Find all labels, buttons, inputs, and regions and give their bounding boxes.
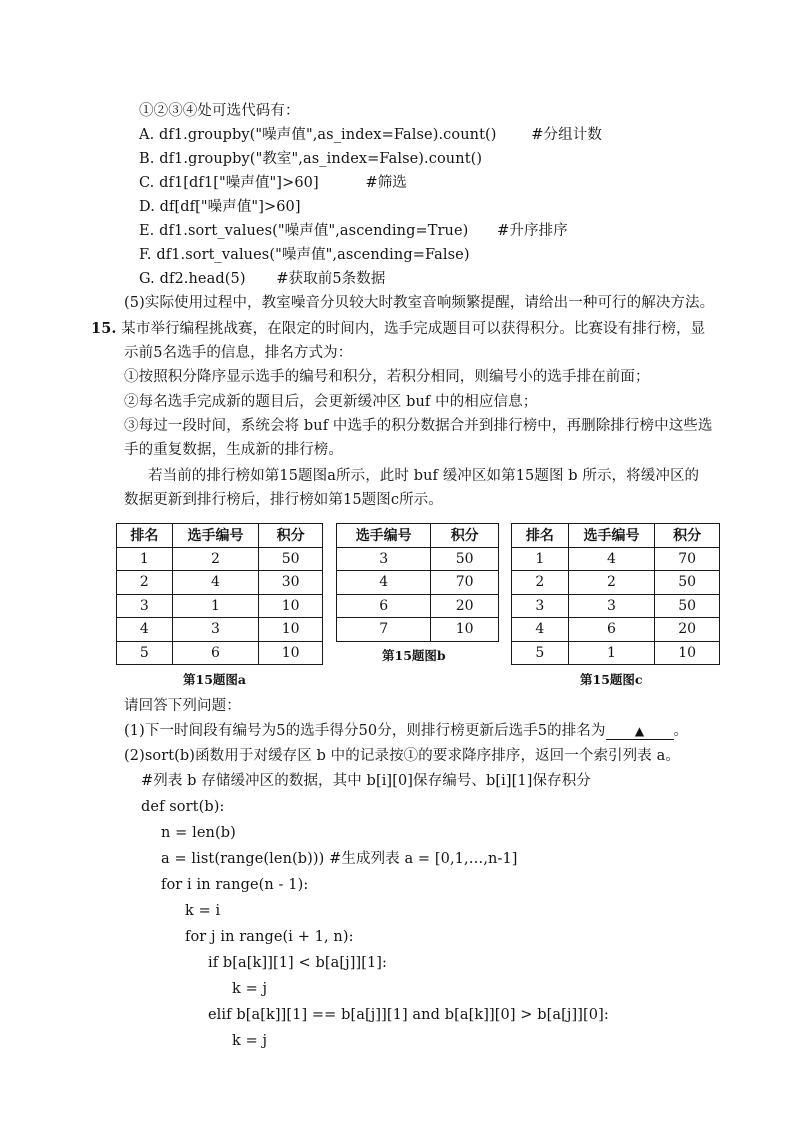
table-cell: 2: [512, 571, 569, 595]
option-comment: #分组计数: [531, 127, 602, 143]
table-cell: 4: [172, 571, 259, 595]
table-cell: 3: [172, 618, 259, 642]
table-cell: 10: [259, 594, 323, 618]
option-label: B.: [139, 151, 155, 167]
table-cell: 3: [117, 594, 173, 618]
table-row: [117, 571, 323, 595]
table-row: [117, 547, 323, 571]
code-line: elif b[a[k]][1] == b[a[j]][1] and b[a[k]][0] > b[a[j]][0]:: [208, 1007, 609, 1023]
sub-question-1-end: 。: [673, 723, 689, 739]
option-code: df1[df1["噪声值"]>60]: [159, 175, 319, 191]
table-header-row: [337, 524, 499, 548]
table-cell: 30: [259, 571, 323, 595]
option-f: [139, 245, 470, 265]
code-line: n = len(b): [161, 825, 236, 841]
table-cell: 10: [259, 618, 323, 642]
table-header-row: [117, 524, 323, 548]
table-c-caption: 第15题图c: [580, 672, 643, 687]
rule-3a: ③每过一段时间，系统会将 buf 中选手的积分数据合并到排行榜中，再删除排行榜中这些选: [124, 418, 713, 434]
table-header-row: [512, 524, 720, 548]
table-b-caption: 第15题图b: [382, 648, 446, 663]
table-cell: 10: [259, 641, 323, 665]
table-cell: 1: [172, 594, 259, 618]
table-cell: 3: [512, 594, 569, 618]
option-code: df2.head(5): [159, 271, 246, 287]
sub-question-1: [124, 721, 688, 741]
table-row: [512, 618, 720, 642]
table-row: [337, 571, 499, 595]
table-c: [511, 523, 720, 665]
code-line: k = j: [232, 981, 268, 997]
table-cell: 4: [337, 571, 431, 595]
table-a-caption: 第15题图a: [183, 672, 246, 687]
table-cell: 4: [568, 547, 655, 571]
table-cell: 1: [512, 547, 569, 571]
table-cell: 6: [337, 594, 431, 618]
option-label: A.: [139, 127, 155, 143]
question-15-intro-1: [91, 319, 705, 339]
option-label: G.: [139, 271, 155, 287]
table-cell: 2: [172, 547, 259, 571]
table-cell: 50: [259, 547, 323, 571]
table-row: [117, 594, 323, 618]
question-14-5: (5)实际使用过程中，教室噪音分贝较大时教室音响频繁提醒，请给出一种可行的解决方法。: [124, 295, 715, 311]
option-code: df1.groupby("教室",as_index=False).count(): [159, 151, 483, 167]
table-b: [336, 523, 499, 642]
code-line: k = i: [185, 903, 221, 919]
table-header: 积分: [431, 524, 499, 548]
table-cell: 3: [337, 547, 431, 571]
option-code: df1.sort_values("噪声值",ascending=True): [159, 223, 469, 239]
table-cell: 50: [655, 571, 720, 595]
answer-prompt: 请回答下列问题：: [124, 698, 241, 714]
table-row: [512, 571, 720, 595]
options-intro: ①②③④处可选代码有：: [139, 103, 300, 119]
table-row: [337, 547, 499, 571]
option-code: df[df["噪声值"]>60]: [159, 199, 301, 215]
option-label: D.: [139, 199, 155, 215]
table-row: [337, 594, 499, 618]
code-line: if b[a[k]][1] < b[a[j]][1]:: [208, 955, 388, 971]
table-row: [512, 547, 720, 571]
table-header: 选手编号: [337, 524, 431, 548]
table-header: 积分: [259, 524, 323, 548]
answer-blank[interactable]: ▲: [606, 723, 674, 740]
option-code: df1.sort_values("噪声值",ascending=False): [156, 247, 470, 263]
table-cell: 10: [655, 641, 720, 665]
code-line: for i in range(n - 1):: [161, 877, 309, 893]
code-line: for j in range(i + 1, n):: [185, 929, 354, 945]
question-intro-text: 某市举行编程挑战赛，在限定的时间内，选手完成题目可以获得积分。比赛设有排行榜，显: [121, 321, 706, 337]
table-row: [117, 618, 323, 642]
table-row: [512, 641, 720, 665]
table-cell: 5: [512, 641, 569, 665]
table-cell: 50: [431, 547, 499, 571]
table-cell: 50: [655, 594, 720, 618]
option-b: [139, 149, 482, 169]
table-cell: 2: [117, 571, 173, 595]
question-15-intro-2: 示前5名选手的信息，排名方式为：: [124, 345, 353, 361]
description-2: 数据更新到排行榜后，排行榜如第15题图c所示。: [124, 492, 443, 508]
table-header: 积分: [655, 524, 720, 548]
table-header: 排名: [512, 524, 569, 548]
table-cell: 1: [117, 547, 173, 571]
option-code: df1.groupby("噪声值",as_index=False).count(): [159, 127, 497, 143]
option-c: [139, 173, 407, 193]
table-header: 排名: [117, 524, 173, 548]
code-line: a = list(range(len(b))) #生成列表 a = [0,1,…,n-1]: [161, 851, 518, 867]
option-label: E.: [139, 223, 155, 239]
table-a: [116, 523, 323, 665]
option-comment: #升序排序: [497, 223, 568, 239]
code-line: def sort(b):: [141, 799, 225, 815]
table-cell: 70: [431, 571, 499, 595]
table-cell: 20: [655, 618, 720, 642]
option-label: F.: [139, 247, 152, 263]
option-a: [139, 125, 602, 145]
rule-2: ②每名选手完成新的题目后，会更新缓冲区 buf 中的相应信息；: [124, 394, 538, 410]
table-cell: 7: [337, 618, 431, 642]
option-comment: #获取前5条数据: [276, 271, 386, 287]
table-cell: 6: [568, 618, 655, 642]
table-header: 选手编号: [172, 524, 259, 548]
option-g: [139, 269, 386, 289]
rule-3b: 手的重复数据，生成新的排行榜。: [124, 442, 343, 458]
table-cell: 3: [568, 594, 655, 618]
table-header: 选手编号: [568, 524, 655, 548]
table-cell: 4: [117, 618, 173, 642]
table-cell: 1: [568, 641, 655, 665]
option-e: [139, 221, 568, 241]
sub-question-1-text: (1)下一时间段有编号为5的选手得分50分，则排行榜更新后选手5的排名为: [124, 723, 606, 739]
table-cell: 6: [172, 641, 259, 665]
description-1: 若当前的排行榜如第15题图a所示，此时 buf 缓冲区如第15题图 b 所示，将缓冲区的: [148, 468, 700, 484]
code-comment-line: #列表 b 存储缓冲区的数据，其中 b[i][0]保存编号、b[i][1]保存积分: [141, 773, 591, 789]
table-row: [512, 594, 720, 618]
table-cell: 2: [568, 571, 655, 595]
table-cell: 70: [655, 547, 720, 571]
table-row: [337, 618, 499, 642]
option-d: [139, 197, 301, 217]
option-label: C.: [139, 175, 155, 191]
rule-1: ①按照积分降序显示选手的编号和积分，若积分相同，则编号小的选手排在前面；: [124, 369, 650, 385]
table-cell: 5: [117, 641, 173, 665]
table-row: [117, 641, 323, 665]
option-comment: #筛选: [365, 175, 407, 191]
table-cell: 4: [512, 618, 569, 642]
code-line: k = j: [232, 1033, 268, 1049]
table-cell: 20: [431, 594, 499, 618]
sub-question-2: (2)sort(b)函数用于对缓存区 b 中的记录按①的要求降序排序，返回一个索引列表 a。: [124, 748, 680, 764]
table-cell: 10: [431, 618, 499, 642]
question-number: 15.: [91, 320, 117, 337]
